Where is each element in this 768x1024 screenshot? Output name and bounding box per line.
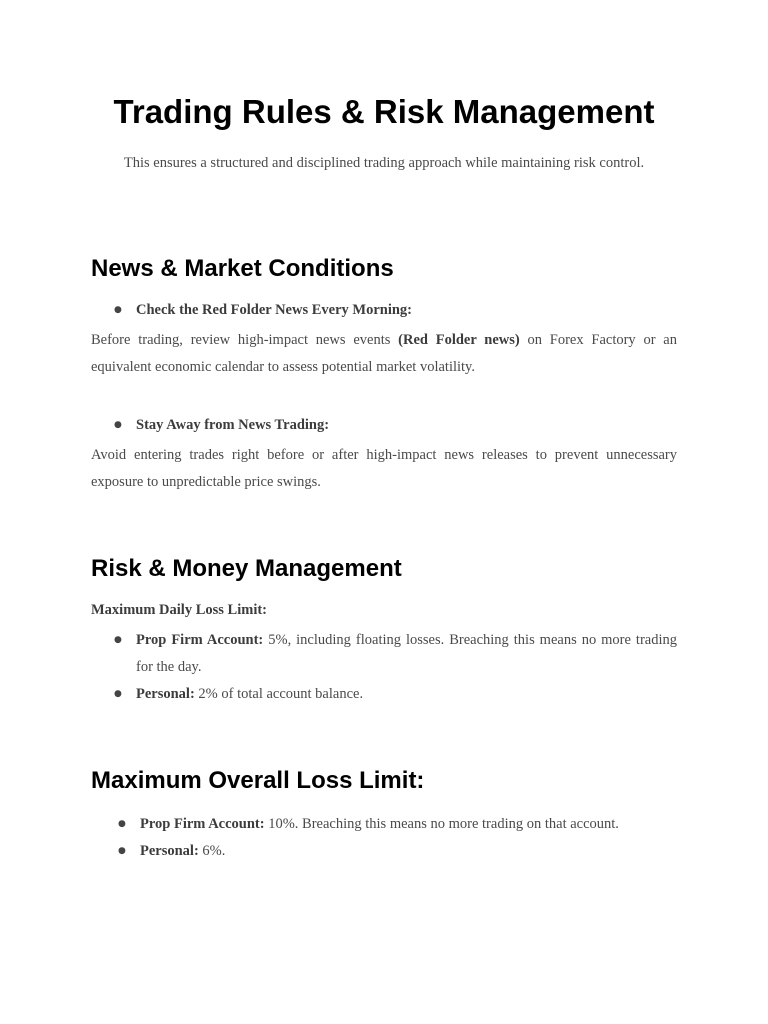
paragraph-text: on Forex Factory or an equivalent economic calendar to assess potential market volatility. [91, 332, 677, 375]
list-item-daily-prop [114, 627, 677, 681]
paragraph-text: Before trading, review high-impact news events [91, 332, 399, 348]
list-item-text: 10%. Breaching this means no more trading on that account. [264, 816, 619, 832]
page-subtitle: This ensures a structured and disciplined trading approach while maintaining risk control. [123, 155, 645, 171]
bullet-icon: ● [118, 846, 126, 856]
section-heading-overall: Maximum Overall Loss Limit: [91, 767, 425, 794]
list-item-label: Prop Firm Account: [136, 632, 264, 648]
paragraph-news-trading: Avoid entering trades right before or after high-impact news releases to prevent unnecessary exposure to unpredictable price swings. [91, 447, 677, 490]
list-item-overall-personal [118, 838, 226, 865]
section-heading-risk: Risk & Money Management [91, 555, 402, 582]
list-item-red-folder [114, 297, 413, 324]
list-item-label: Check the Red Folder News Every Morning: [136, 302, 413, 318]
list-item-news-trading [114, 412, 330, 439]
list-item-label: Personal: [140, 843, 199, 859]
list-item-overall-prop [118, 811, 619, 838]
list-item-label: Stay Away from News Trading: [136, 417, 330, 433]
bullet-icon: ● [114, 420, 122, 430]
list-item-daily-personal [114, 681, 364, 708]
bullet-icon: ● [114, 305, 122, 315]
list-item-text: 2% of total account balance. [194, 686, 364, 702]
bullet-icon: ● [114, 689, 122, 699]
bullet-icon: ● [118, 819, 126, 829]
paragraph-bold-text: (Red Folder news) [398, 332, 520, 348]
page-title: Trading Rules & Risk Management [113, 93, 655, 130]
section-heading-news: News & Market Conditions [91, 255, 394, 282]
list-item-label: Personal: [136, 686, 195, 702]
daily-loss-label: Maximum Daily Loss Limit: [91, 602, 268, 618]
paragraph-red-folder [91, 327, 677, 381]
list-item-text: 5%, including floating losses. Breaching this means no more trading for the day. [136, 632, 677, 675]
bullet-icon: ● [114, 635, 122, 645]
list-item-text: 6%. [198, 843, 226, 859]
list-item-label: Prop Firm Account: [140, 816, 265, 832]
